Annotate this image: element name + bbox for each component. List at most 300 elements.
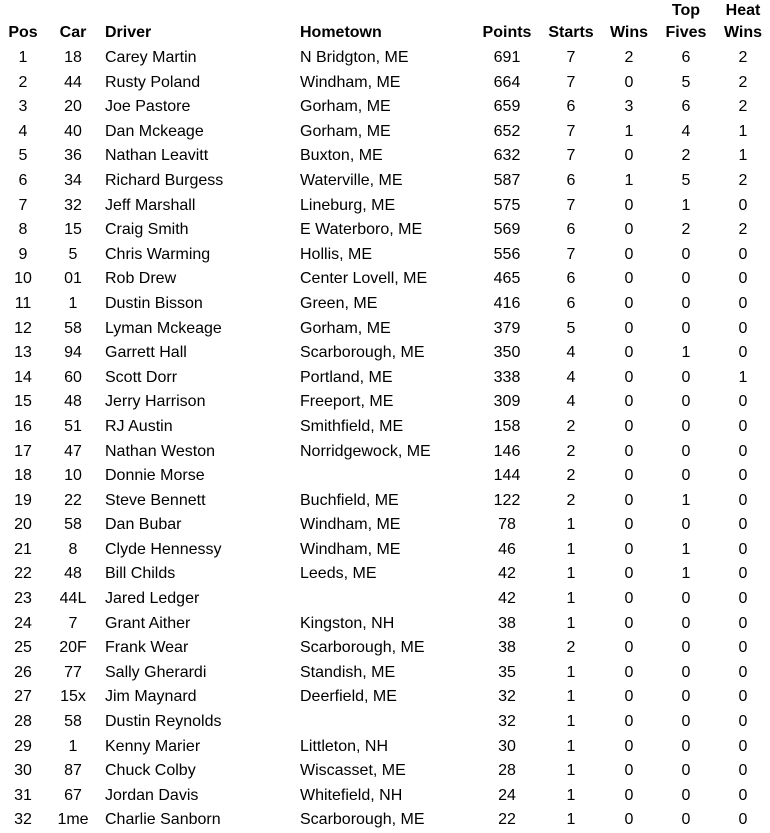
header-top-fives-line2: Fives [665,24,707,41]
cell-pos: 7 [18,196,28,214]
cell-starts: 7 [566,73,576,91]
cell-car: 22 [64,491,82,509]
table-row [0,71,770,96]
cell-top-fives: 0 [681,737,691,755]
cell-car: 1 [68,294,78,312]
cell-hometown: Gorham, ME [300,319,391,337]
cell-driver: Jared Ledger [105,590,200,608]
cell-hometown: Windham, ME [300,540,401,558]
cell-driver: Nathan Weston [105,442,215,460]
cell-wins: 0 [624,344,634,362]
cell-starts: 4 [566,344,576,362]
cell-car: 94 [64,344,82,362]
cell-driver: Charlie Sanborn [105,811,221,829]
cell-pos: 19 [14,491,32,509]
cell-car: 44 [64,73,82,91]
cell-starts: 1 [566,516,576,534]
cell-starts: 1 [566,590,576,608]
cell-top-fives: 1 [681,491,691,509]
cell-points: 22 [498,811,516,829]
cell-starts: 6 [566,294,576,312]
cell-hometown: Leeds, ME [300,565,377,583]
cell-points: 632 [493,147,521,165]
cell-wins: 0 [624,393,634,411]
table-row [0,144,770,169]
cell-driver: Dustin Reynolds [105,713,222,731]
cell-starts: 7 [566,122,576,140]
cell-pos: 18 [14,467,32,485]
cell-hometown: Standish, ME [300,663,396,681]
cell-points: 416 [493,294,521,312]
cell-points: 78 [498,516,516,534]
cell-car: 47 [64,442,82,460]
cell-starts: 1 [566,786,576,804]
cell-car: 40 [64,122,82,140]
cell-heat-wins: 0 [738,196,748,214]
cell-wins: 0 [624,368,634,386]
table-row [0,513,770,538]
cell-pos: 2 [18,73,28,91]
cell-points: 659 [493,98,521,116]
cell-driver: Grant Aither [105,614,191,632]
cell-starts: 2 [566,417,576,435]
cell-car: 8 [68,540,78,558]
header-hometown: Hometown [300,24,382,41]
cell-hometown: Buchfield, ME [300,491,399,509]
header-wins: Wins [609,24,649,41]
cell-driver: Chris Warming [105,245,211,263]
cell-heat-wins: 0 [738,442,748,460]
cell-pos: 1 [18,49,28,66]
cell-heat-wins: 0 [738,467,748,485]
cell-driver: Donnie Morse [105,467,205,485]
cell-car: 77 [64,663,82,681]
cell-top-fives: 6 [681,98,691,116]
cell-top-fives: 0 [681,786,691,804]
cell-points: 309 [493,393,521,411]
table-row [0,390,770,415]
cell-hometown: Gorham, ME [300,98,391,116]
cell-pos: 31 [14,786,32,804]
cell-pos: 12 [14,319,32,337]
cell-heat-wins: 0 [738,614,748,632]
cell-pos: 5 [18,147,28,165]
header-car: Car [59,24,87,41]
cell-top-fives: 1 [681,540,691,558]
cell-wins: 0 [624,417,634,435]
cell-hometown: Green, ME [300,294,378,312]
cell-wins: 0 [624,270,634,288]
cell-top-fives: 1 [681,565,691,583]
cell-pos: 6 [18,171,28,189]
cell-wins: 3 [624,98,634,116]
cell-top-fives: 5 [681,73,691,91]
table-row [0,218,770,243]
cell-driver: Jerry Harrison [105,393,206,411]
cell-top-fives: 0 [681,245,691,263]
cell-heat-wins: 0 [738,688,748,706]
table-row [0,562,770,587]
cell-car: 87 [64,762,82,780]
table-row [0,612,770,637]
cell-driver: Jeff Marshall [105,196,196,214]
cell-wins: 0 [624,811,634,829]
cell-top-fives: 0 [681,614,691,632]
cell-pos: 17 [14,442,32,460]
cell-points: 158 [493,417,521,435]
cell-points: 575 [493,196,521,214]
cell-top-fives: 0 [681,639,691,657]
cell-points: 35 [498,663,516,681]
table-row [0,317,770,342]
cell-top-fives: 0 [681,713,691,731]
cell-points: 24 [498,786,516,804]
cell-top-fives: 0 [681,467,691,485]
cell-points: 652 [493,122,521,140]
cell-hometown: Waterville, ME [300,171,403,189]
cell-pos: 3 [18,98,28,116]
cell-hometown: E Waterboro, ME [300,221,423,239]
cell-points: 587 [493,171,521,189]
cell-top-fives: 5 [681,171,691,189]
cell-pos: 30 [14,762,32,780]
cell-heat-wins: 0 [738,762,748,780]
table-row [0,685,770,710]
cell-hometown: Littleton, NH [300,737,389,755]
table-row [0,661,770,686]
cell-points: 144 [493,467,521,485]
cell-pos: 4 [18,122,28,140]
cell-heat-wins: 0 [738,639,748,657]
cell-pos: 28 [14,713,32,731]
cell-car: 44L [59,590,87,608]
cell-starts: 2 [566,639,576,657]
cell-heat-wins: 2 [738,221,748,239]
cell-wins: 0 [624,614,634,632]
cell-car: 34 [64,171,82,189]
table-row [0,735,770,760]
table-row [0,243,770,268]
cell-starts: 1 [566,737,576,755]
header-heat-wins-line1: Heat [725,2,761,19]
cell-driver: Dan Bubar [105,516,182,534]
cell-wins: 0 [624,147,634,165]
cell-starts: 1 [566,688,576,706]
cell-starts: 6 [566,270,576,288]
cell-pos: 11 [14,294,32,312]
cell-top-fives: 6 [681,49,691,66]
cell-top-fives: 0 [681,270,691,288]
cell-heat-wins: 0 [738,713,748,731]
cell-wins: 0 [624,442,634,460]
cell-hometown: Scarborough, ME [300,344,425,362]
cell-points: 42 [498,565,516,583]
cell-points: 28 [498,762,516,780]
cell-wins: 0 [624,688,634,706]
cell-car: 7 [68,614,78,632]
cell-wins: 0 [624,663,634,681]
cell-heat-wins: 0 [738,245,748,263]
cell-heat-wins: 0 [738,393,748,411]
cell-heat-wins: 0 [738,344,748,362]
table-row [0,341,770,366]
cell-driver: Kenny Marier [105,737,201,755]
cell-car: 48 [64,565,82,583]
cell-points: 38 [498,614,516,632]
cell-driver: Joe Pastore [105,98,191,116]
cell-heat-wins: 0 [738,417,748,435]
cell-driver: Rob Drew [105,270,177,288]
cell-car: 20F [59,639,87,657]
cell-wins: 0 [624,467,634,485]
table-row [0,440,770,465]
cell-car: 32 [64,196,82,214]
table-row [0,95,770,120]
cell-heat-wins: 0 [738,319,748,337]
cell-hometown: Center Lovell, ME [300,270,428,288]
cell-car: 20 [64,98,82,116]
cell-wins: 0 [624,762,634,780]
cell-hometown: Windham, ME [300,73,401,91]
cell-car: 58 [64,516,82,534]
cell-heat-wins: 1 [738,122,748,140]
cell-starts: 4 [566,393,576,411]
cell-car: 60 [64,368,82,386]
cell-car: 58 [64,319,82,337]
cell-starts: 1 [566,762,576,780]
cell-wins: 0 [624,73,634,91]
cell-hometown: Smithfield, ME [300,417,404,435]
cell-car: 18 [64,49,82,66]
cell-wins: 2 [624,49,634,66]
cell-car: 1me [57,811,89,829]
cell-wins: 0 [624,639,634,657]
cell-top-fives: 1 [681,196,691,214]
cell-car: 51 [64,417,82,435]
header-heat-wins-line2: Wins [723,24,763,41]
table-row [0,784,770,809]
cell-points: 350 [493,344,521,362]
cell-car: 1 [68,737,78,755]
cell-pos: 27 [14,688,32,706]
cell-top-fives: 4 [681,122,691,140]
cell-points: 465 [493,270,521,288]
cell-starts: 4 [566,368,576,386]
table-row [0,489,770,514]
cell-pos: 22 [14,565,32,583]
cell-wins: 1 [624,171,634,189]
cell-car: 58 [64,713,82,731]
cell-car: 01 [64,270,82,288]
cell-driver: RJ Austin [105,417,173,435]
cell-heat-wins: 0 [738,270,748,288]
cell-points: 569 [493,221,521,239]
cell-points: 32 [498,688,516,706]
cell-starts: 2 [566,442,576,460]
cell-top-fives: 2 [681,221,691,239]
cell-car: 15x [60,688,86,706]
cell-points: 32 [498,713,516,731]
cell-starts: 7 [566,196,576,214]
header-points: Points [482,24,532,41]
cell-starts: 7 [566,245,576,263]
cell-pos: 15 [14,393,32,411]
cell-heat-wins: 0 [738,811,748,829]
cell-starts: 1 [566,713,576,731]
table-row [0,415,770,440]
cell-points: 38 [498,639,516,657]
table-row [0,710,770,735]
cell-driver: Chuck Colby [105,762,196,780]
cell-top-fives: 0 [681,811,691,829]
table-row [0,464,770,489]
cell-heat-wins: 0 [738,540,748,558]
cell-points: 379 [493,319,521,337]
cell-wins: 0 [624,196,634,214]
cell-pos: 16 [14,417,32,435]
cell-driver: Clyde Hennessy [105,540,222,558]
cell-heat-wins: 0 [738,294,748,312]
cell-top-fives: 0 [681,319,691,337]
cell-driver: Nathan Leavitt [105,147,209,165]
cell-points: 664 [493,73,521,91]
cell-hometown: Hollis, ME [300,245,373,263]
cell-wins: 0 [624,221,634,239]
cell-pos: 32 [14,811,32,829]
cell-starts: 2 [566,467,576,485]
cell-hometown: Lineburg, ME [300,196,396,214]
table-row [0,808,770,833]
cell-driver: Richard Burgess [105,171,224,189]
cell-pos: 20 [14,516,32,534]
cell-wins: 1 [624,122,634,140]
cell-top-fives: 0 [681,516,691,534]
cell-driver: Garrett Hall [105,344,187,362]
cell-starts: 2 [566,491,576,509]
table-body [0,46,770,833]
cell-wins: 0 [624,245,634,263]
cell-heat-wins: 0 [738,491,748,509]
cell-top-fives: 0 [681,368,691,386]
cell-starts: 1 [566,811,576,829]
cell-starts: 6 [566,221,576,239]
cell-driver: Rusty Poland [105,73,201,91]
cell-driver: Carey Martin [105,49,197,66]
cell-car: 10 [64,467,82,485]
table-row [0,587,770,612]
cell-pos: 8 [18,221,28,239]
header-pos: Pos [8,24,38,41]
table-row [0,194,770,219]
cell-heat-wins: 0 [738,737,748,755]
cell-hometown: Portland, ME [300,368,393,386]
header-driver: Driver [105,24,152,41]
cell-starts: 1 [566,540,576,558]
cell-starts: 1 [566,663,576,681]
cell-heat-wins: 0 [738,786,748,804]
cell-top-fives: 0 [681,762,691,780]
cell-wins: 0 [624,590,634,608]
cell-starts: 7 [566,147,576,165]
cell-hometown: Windham, ME [300,516,401,534]
cell-heat-wins: 1 [738,147,748,165]
cell-top-fives: 0 [681,393,691,411]
cell-heat-wins: 0 [738,590,748,608]
table-row [0,538,770,563]
cell-car: 15 [64,221,82,239]
cell-pos: 26 [14,663,32,681]
cell-starts: 1 [566,565,576,583]
header-row [0,0,770,46]
table-row [0,169,770,194]
cell-driver: Jim Maynard [105,688,197,706]
cell-pos: 14 [14,368,32,386]
cell-hometown: Buxton, ME [300,147,383,165]
header-top-fives-line1: Top [671,2,701,19]
table-row [0,46,770,71]
cell-driver: Sally Gherardi [105,663,207,681]
cell-pos: 24 [14,614,32,632]
cell-pos: 13 [14,344,32,362]
cell-car: 48 [64,393,82,411]
cell-top-fives: 2 [681,147,691,165]
cell-wins: 0 [624,491,634,509]
cell-top-fives: 0 [681,442,691,460]
cell-heat-wins: 2 [738,49,748,66]
cell-driver: Bill Childs [105,565,176,583]
cell-points: 146 [493,442,521,460]
cell-pos: 9 [18,245,28,263]
cell-hometown: Gorham, ME [300,122,391,140]
cell-starts: 1 [566,614,576,632]
cell-top-fives: 0 [681,663,691,681]
cell-heat-wins: 2 [738,73,748,91]
cell-wins: 0 [624,294,634,312]
cell-points: 30 [498,737,516,755]
table-row [0,120,770,145]
cell-car: 36 [64,147,82,165]
table-row [0,636,770,661]
cell-top-fives: 0 [681,294,691,312]
cell-points: 42 [498,590,516,608]
cell-wins: 0 [624,516,634,534]
cell-points: 122 [493,491,521,509]
cell-hometown: Scarborough, ME [300,639,425,657]
cell-wins: 0 [624,540,634,558]
cell-points: 691 [493,49,521,66]
cell-heat-wins: 2 [738,98,748,116]
cell-hometown: Freeport, ME [300,393,394,411]
cell-hometown: Deerfield, ME [300,688,397,706]
cell-hometown: Wiscasset, ME [300,762,406,780]
cell-points: 556 [493,245,521,263]
cell-heat-wins: 0 [738,565,748,583]
cell-car: 5 [68,245,78,263]
cell-starts: 7 [566,49,576,66]
cell-top-fives: 0 [681,417,691,435]
cell-driver: Jordan Davis [105,786,199,804]
cell-points: 338 [493,368,521,386]
cell-pos: 25 [14,639,32,657]
cell-hometown: Whitefield, NH [300,786,403,804]
cell-wins: 0 [624,737,634,755]
cell-hometown: Kingston, NH [300,614,395,632]
cell-driver: Dan Mckeage [105,122,204,140]
cell-top-fives: 1 [681,344,691,362]
cell-driver: Lyman Mckeage [105,319,222,337]
cell-wins: 0 [624,713,634,731]
cell-heat-wins: 0 [738,663,748,681]
